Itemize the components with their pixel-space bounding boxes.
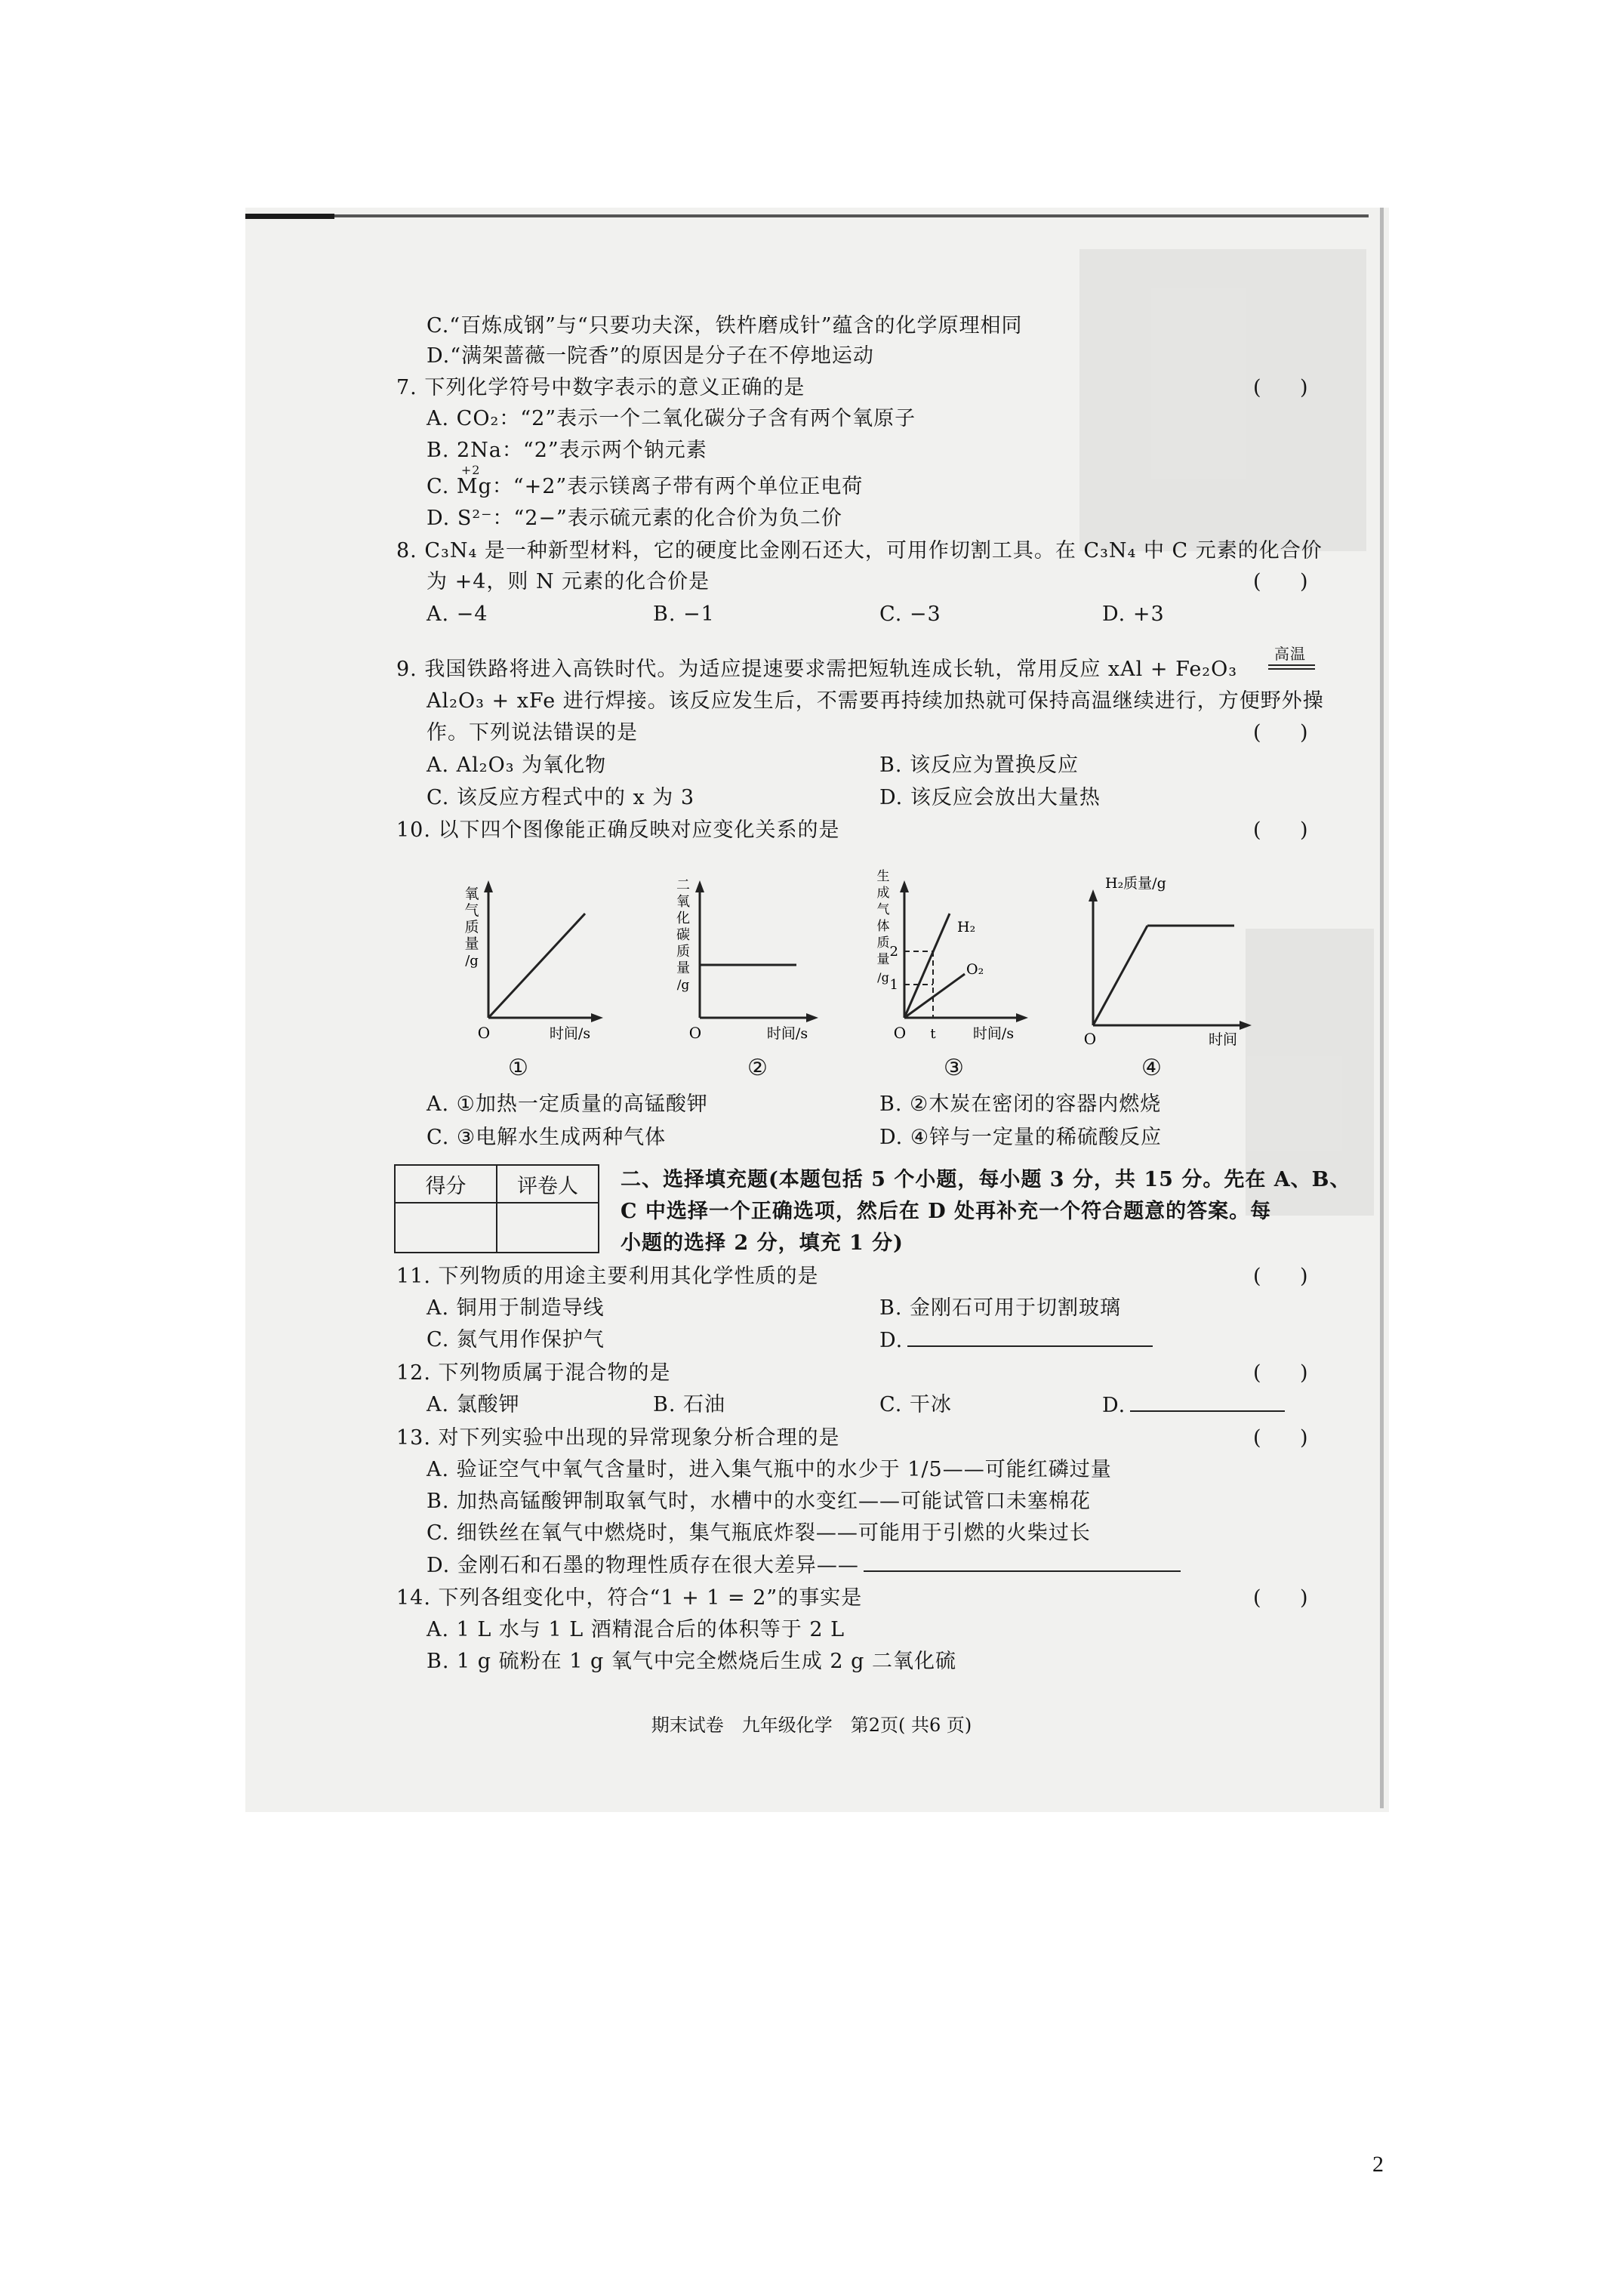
q8-option-c: C. −3	[879, 603, 941, 626]
q12-stem: 12. 下列物质属于混合物的是	[396, 1361, 671, 1385]
q13-option-d: D. 金刚石和石墨的物理性质存在很大差异——	[427, 1552, 1181, 1579]
q7-option-d: D. S²⁻：“2−”表示硫元素的化合价为负二价	[427, 507, 842, 530]
graph-3-o2-label: O₂	[966, 961, 984, 978]
q9-option-a: A. Al₂O₃ 为氧化物	[427, 754, 607, 777]
q13-option-b: B. 加热高锰酸钾制取氧气时，水槽中的水变红——可能试管口未塞棉花	[427, 1490, 1092, 1513]
graph-1-line	[488, 914, 585, 1018]
q13-answer-paren[interactable]: ( )	[1253, 1426, 1308, 1450]
q11-option-d: D.	[879, 1327, 1153, 1354]
q9-stem: 9. 我国铁路将进入高铁时代。为适应提速要求需把短轨连成长轨，常用反应 xAl + Fe₂O₃	[396, 658, 1238, 681]
graph-3-ylabel: 量	[876, 952, 890, 967]
q11-option-b: B. 金刚石可用于切割玻璃	[879, 1296, 1122, 1320]
graph-3	[867, 868, 1040, 1052]
q9-option-b: B. 该反应为置换反应	[879, 754, 1079, 777]
graph-3-marker: ③	[944, 1055, 964, 1081]
q10-option-c: C. ③电解水生成两种气体	[427, 1126, 667, 1149]
graph-2-origin: O	[688, 1024, 702, 1042]
q14-option-b: B. 1 g 硫粉在 1 g 氧气中完全燃烧后生成 2 g 二氧化硫	[427, 1650, 957, 1673]
q11-stem: 11. 下列物质的用途主要利用其化学性质的是	[396, 1265, 819, 1288]
q7-option-b: B. 2Na：“2”表示两个钠元素	[427, 439, 707, 462]
q11-answer-paren[interactable]: ( )	[1253, 1265, 1308, 1288]
q10-stem: 10. 以下四个图像能正确反映对应变化关系的是	[396, 818, 840, 842]
mg-symbol: +2 Mg	[456, 463, 492, 498]
graph-3-ylabel: 质	[876, 935, 890, 951]
q7-option-c: C. +2 Mg：“+2”表示镁离子带有两个单位正电荷	[427, 463, 864, 498]
score-table	[394, 1164, 599, 1253]
q12-option-b: B. 石油	[653, 1393, 726, 1416]
header-rule-thick	[245, 214, 334, 219]
reaction-condition: 高温	[1274, 645, 1306, 663]
section-2-instructions: C 中选择一个正确选项，然后在 D 处再补充一个符合题意的答案。每	[621, 1200, 1272, 1223]
graph-3-tick-2: 2	[889, 944, 898, 960]
q10-option-b: B. ②木炭在密闭的容器内燃烧	[879, 1093, 1162, 1116]
graph-3-ylabel: /g	[877, 970, 889, 985]
graph-1-ylabel: 量	[464, 935, 479, 952]
graph-4-marker: ④	[1141, 1055, 1162, 1081]
section-2-instructions-cont: 小题的选择 2 分，填充 1 分)	[621, 1231, 904, 1255]
q10-option-a: A. ①加热一定质量的高锰酸钾	[427, 1093, 708, 1116]
q8-option-b: B. −1	[653, 603, 715, 626]
q13-answer-blank[interactable]	[864, 1552, 1181, 1572]
q14-answer-paren[interactable]: ( )	[1253, 1586, 1308, 1610]
q12-option-c: C. 干冰	[879, 1393, 952, 1416]
q14-option-a: A. 1 L 水与 1 L 酒精混合后的体积等于 2 L	[427, 1618, 845, 1641]
q7-option-a: A. CO₂：“2”表示一个二氧化碳分子含有两个氧原子	[427, 407, 916, 430]
graph-2-ylabel: 氧	[676, 894, 690, 910]
q9-option-d: D. 该反应会放出大量热	[879, 786, 1101, 809]
q13-option-c: C. 细铁丝在氧气中燃烧时，集气瓶底炸裂——可能用于引燃的火柴过长	[427, 1521, 1091, 1545]
graph-4-origin: O	[1083, 1030, 1097, 1048]
graph-1-ylabel: 气	[464, 902, 479, 919]
graph-1-ylabel: 氧	[464, 886, 479, 902]
q12-answer-blank[interactable]	[1130, 1392, 1285, 1412]
q9-stem-cont: Al₂O₃ + xFe 进行焊接。该反应发生后，不需要再持续加热就可保持高温继续进行，方便野外操	[427, 689, 1324, 713]
q10-option-d: D. ④锌与一定量的稀硫酸反应	[879, 1126, 1163, 1149]
graph-1-origin: O	[477, 1024, 491, 1042]
q8-answer-paren[interactable]: ( )	[1253, 570, 1308, 593]
graph-3-ylabel: 成	[876, 886, 890, 901]
graph-3-tick-t: t	[930, 1026, 936, 1042]
graph-1-marker: ①	[508, 1055, 528, 1081]
graph-1-ylabel: 质	[464, 919, 479, 935]
q6-option-c: C.“百炼成钢”与“只要功夫深，铁杵磨成针”蕴含的化学原理相同	[427, 314, 1023, 337]
graph-1-xlabel: 时间/s	[549, 1025, 591, 1042]
header-rule	[334, 214, 1369, 217]
graph-2-ylabel: 碳	[676, 927, 690, 943]
q11-option-a: A. 铜用于制造导线	[427, 1296, 605, 1320]
q12-answer-paren[interactable]: ( )	[1253, 1361, 1308, 1385]
q11-option-c: C. 氮气用作保护气	[427, 1328, 605, 1351]
reaction-equals-sign	[1268, 664, 1315, 670]
graph-3-tick-1: 1	[889, 977, 898, 993]
graph-1	[457, 868, 615, 1052]
graph-2-ylabel: /g	[676, 978, 690, 993]
graph-2-marker: ②	[747, 1055, 768, 1081]
q12-option-d: D.	[1102, 1392, 1285, 1419]
graph-2-ylabel: 二	[676, 877, 690, 893]
q10-answer-paren[interactable]: ( )	[1253, 818, 1308, 842]
graph-2	[668, 868, 830, 1052]
q8-stem-cont: 为 +4，则 N 元素的化合价是	[427, 570, 710, 593]
score-header: 得分	[395, 1165, 497, 1203]
graph-3-origin: O	[893, 1024, 907, 1042]
page-number: 2	[1372, 2152, 1384, 2177]
graph-3-ylabel: 气	[876, 902, 890, 917]
q9-option-c: C. 该反应方程式中的 x 为 3	[427, 786, 695, 809]
q13-stem: 13. 对下列实验中出现的异常现象分析合理的是	[396, 1426, 840, 1450]
q7-answer-paren[interactable]: ( )	[1253, 376, 1308, 399]
graph-2-xlabel: 时间/s	[766, 1025, 808, 1042]
q7-stem: 7. 下列化学符号中数字表示的意义正确的是	[396, 376, 805, 399]
graph-2-ylabel: 质	[676, 944, 690, 960]
graph-3-xlabel: 时间/s	[972, 1025, 1015, 1042]
grader-header: 评卷人	[497, 1165, 599, 1203]
bleed-through-shadow	[1079, 249, 1366, 551]
graph-2-ylabel: 化	[676, 911, 690, 926]
graph-4	[1072, 868, 1261, 1052]
graph-3-h2-label: H₂	[957, 919, 976, 935]
graph-1-ylabel: /g	[465, 953, 479, 969]
q11-answer-blank[interactable]	[907, 1327, 1153, 1347]
section-2-title: 二、选择填充题(本题包括 5 个小题，每小题 3 分，共 15 分。先在 A、B、	[621, 1168, 1351, 1191]
q8-option-a: A. −4	[427, 603, 488, 626]
graph-3-ylabel: 体	[876, 919, 890, 934]
q13-option-a: A. 验证空气中氧气含量时，进入集气瓶中的水少于 1/5——可能红磷过量	[427, 1458, 1112, 1481]
graph-4-ylabel: H₂质量/g	[1105, 875, 1166, 892]
graph-4-rise-line	[1093, 926, 1147, 1025]
score-cell[interactable]	[395, 1203, 497, 1253]
page-edge-shadow	[1380, 208, 1384, 1808]
grader-cell[interactable]	[497, 1203, 599, 1253]
graph-3-ylabel: 生	[876, 869, 890, 884]
graph-4-xlabel: 时间	[1208, 1031, 1238, 1048]
q8-option-d: D. +3	[1102, 603, 1165, 626]
q14-stem: 14. 下列各组变化中，符合“1 + 1 = 2”的事实是	[396, 1586, 863, 1610]
q9-answer-paren[interactable]: ( )	[1253, 721, 1308, 744]
page-footer: 期末试卷 九年级化学 第2页( 共6 页)	[651, 1715, 972, 1736]
q6-option-d: D.“满架蔷薇一院香”的原因是分子在不停地运动	[427, 344, 874, 368]
q8-stem: 8. C₃N₄ 是一种新型材料，它的硬度比金刚石还大，可用作切割工具。在 C₃N₄ 中 C 元素的化合价	[396, 539, 1323, 562]
graph-2-ylabel: 量	[676, 960, 690, 976]
q9-stem-cont2: 作。下列说法错误的是	[427, 721, 638, 744]
q12-option-a: A. 氯酸钾	[427, 1393, 520, 1416]
